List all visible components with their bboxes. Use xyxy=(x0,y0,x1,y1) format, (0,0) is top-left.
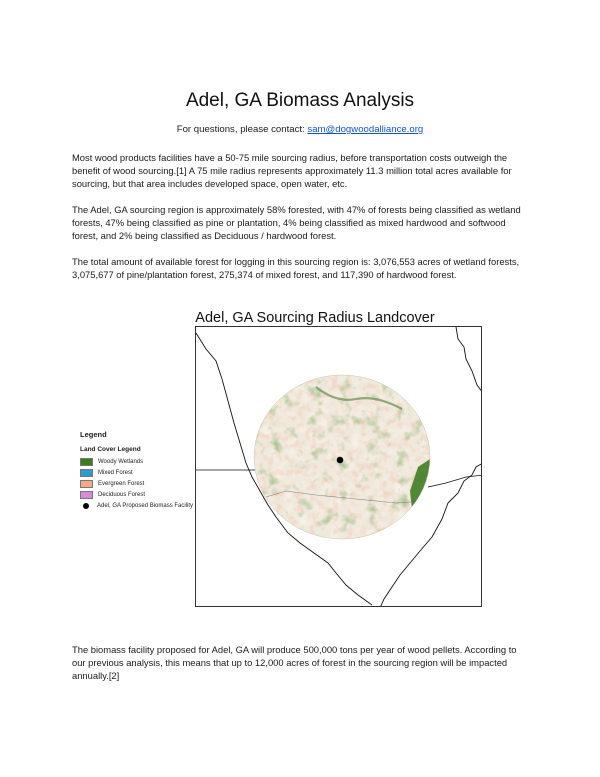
contact-email-link[interactable]: sam@dogwoodalliance.org xyxy=(307,124,424,135)
legend-item-evergreen-forest xyxy=(80,478,200,489)
facility-dot-icon xyxy=(83,503,89,509)
legend-item-deciduous-forest xyxy=(80,489,200,500)
legend-label: Deciduous Forest xyxy=(98,491,146,498)
border-east-line xyxy=(428,475,482,487)
facility-marker xyxy=(337,457,344,464)
contact-line xyxy=(0,124,600,135)
coastline-east xyxy=(456,327,482,393)
contact-prefix: For questions, please contact: xyxy=(176,124,308,135)
legend-item-mixed-forest xyxy=(80,467,200,478)
page-title: Adel, GA Biomass Analysis xyxy=(185,90,415,111)
swatch-evergreen-forest xyxy=(80,480,93,488)
landcover-map xyxy=(195,326,482,607)
map-title: Adel, GA Sourcing Radius Landcover xyxy=(195,310,435,326)
map-legend xyxy=(80,430,200,511)
paragraph-biomass-facility: The biomass facility proposed for Adel, GA will produce 500,000 tons per year of wood pellets. According to our previous analysis, this means that up to 12,000 acres of forest in the sourcing region will be impacted annually.[2] xyxy=(72,644,517,682)
swatch-mixed-forest xyxy=(80,469,93,477)
paragraph-forest-classification: The Adel, GA sourcing region is approximately 58% forested, with 47% of forests being classified as wetland forests, 47% being classified as pine or plantation, 4% being classified as mixed hardwood and softwood forest, and 2% being classified as Deciduous / hardwood forest. xyxy=(72,204,521,242)
legend-heading: Legend xyxy=(80,430,107,439)
legend-subheading: Land Cover Legend xyxy=(80,446,141,453)
map-svg xyxy=(196,327,482,607)
legend-label: Adel, GA Proposed Biomass Facility xyxy=(97,502,194,509)
legend-item-facility xyxy=(80,500,200,511)
legend-label: Evergreen Forest xyxy=(98,480,145,487)
paragraph-available-forest: The total amount of available forest for logging in this sourcing region is: 3,076,553 acres of wetland forests, 3,075,677 of pine/plantation forest, 275,374 of mixed forest, and 117,390 of hardwood forest. xyxy=(72,256,520,281)
legend-label: Mixed Forest xyxy=(98,469,133,476)
legend-label: Woody Wetlands xyxy=(98,458,144,465)
swatch-deciduous-forest xyxy=(80,491,93,499)
legend-item-woody-wetlands xyxy=(80,456,200,467)
paragraph-sourcing-radius: Most wood products facilities have a 50-75 mile sourcing radius, before transportation costs outweigh the benefit of wood sourcing.[1] A 75 mile radius represents approximately 11.3 million total acres available for sourcing, but that area includes developed space, open water, etc. xyxy=(72,152,512,190)
swatch-woody-wetlands xyxy=(80,458,93,466)
